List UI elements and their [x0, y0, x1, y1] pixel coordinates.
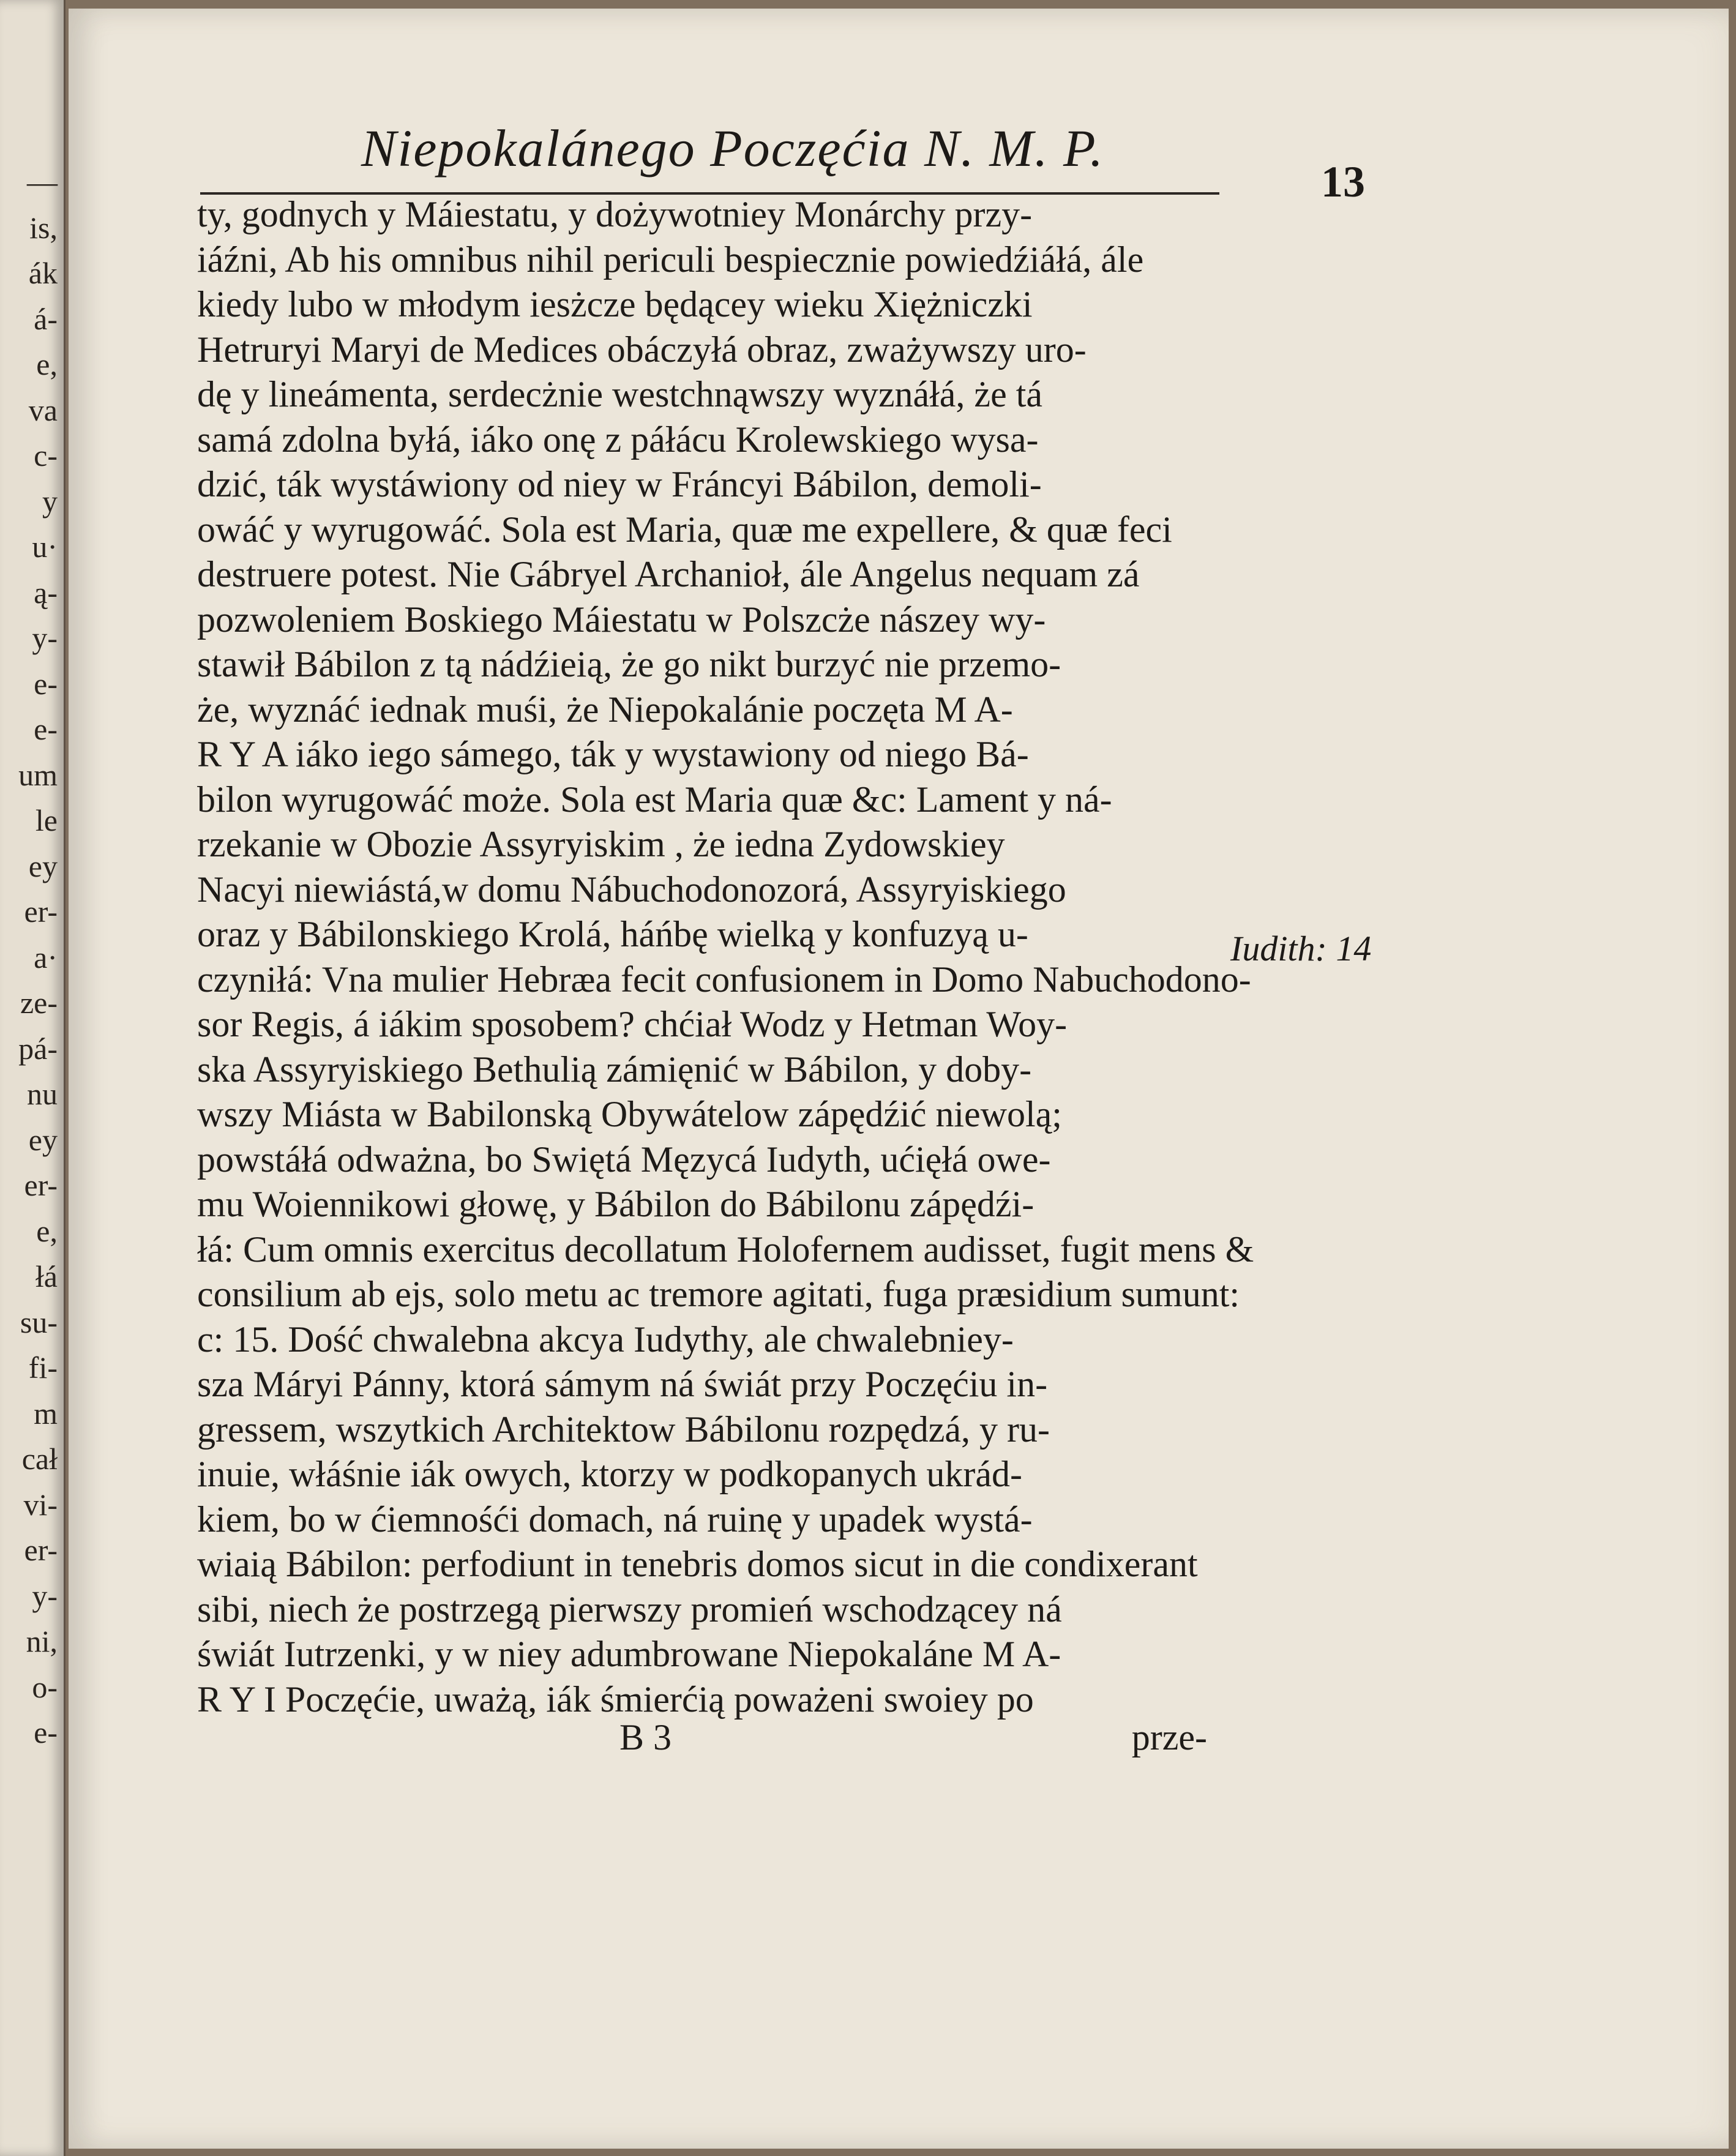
previous-page-line-end: is,: [29, 210, 58, 245]
text-line: łá: Cum omnis exercitus decollatum Holofernem audisset, fugit mens &: [197, 1229, 1254, 1270]
previous-page-line-end: le: [35, 803, 58, 837]
text-line: stawił Bábilon z tą nádźieią, że go nikt burzyć nie przemo-: [197, 644, 1061, 684]
previous-page-line-end: e-: [34, 666, 58, 701]
text-line: ty, godnych y Máiestatu, y dożywotniey Monárchy przy-: [197, 194, 1033, 234]
text-line: gressem, wszytkich Architektow Bábilonu rozpędzá, y ru-: [197, 1409, 1050, 1450]
previous-page-line-end: á-: [34, 301, 58, 336]
text-line: bilon wyrugowáć może. Sola est Maria quæ &c: Lament y ná-: [197, 779, 1112, 820]
previous-page-line-end: e,: [36, 1213, 58, 1248]
text-line: mu Woiennikowi głowę, y Bábilon do Bábilonu zápędźi-: [197, 1184, 1034, 1224]
previous-page-line-end: fi-: [28, 1350, 58, 1385]
text-line: oraz y Bábilonskiego Krolá, háńbę wielką y konfuzyą u-: [197, 914, 1028, 954]
previous-page-line-end: u·: [32, 530, 58, 564]
text-line: iáźni, Ab his omnibus nihil periculi bespiecznie powiedźiáłá, ále: [197, 239, 1144, 280]
text-line: wiaią Bábilon: perfodiunt in tenebris domos sicut in die condixerant: [197, 1544, 1198, 1584]
previous-page-line-end: y: [42, 484, 58, 518]
previous-page-line-end: ák: [28, 256, 58, 290]
previous-page-line-end: er-: [24, 1533, 58, 1567]
previous-page-line-end: o-: [32, 1669, 58, 1704]
previous-page-line-end: —: [27, 165, 58, 199]
text-line: dzić, ták wystáwiony od niey w Fráncyi Bábilon, demoli-: [197, 464, 1042, 504]
previous-page-line-end: m: [34, 1396, 58, 1431]
text-line: consilium ab ejs, solo metu ac tremore agitati, fuga præsidium sumunt:: [197, 1274, 1240, 1314]
previous-page-line-end: nu: [27, 1077, 58, 1111]
text-line: inuie, włáśnie iák owych, ktorzy w podkopanych ukrád-: [197, 1454, 1022, 1494]
text-line: destruere potest. Nie Gábryel Archanioł, ále Angelus nequam zá: [197, 554, 1140, 594]
previous-page-line-end: pá-: [18, 1031, 58, 1066]
text-line: ska Assyryiskiego Bethulią zámięnić w Bábilon, y doby-: [197, 1049, 1032, 1090]
previous-page-line-end: va: [28, 392, 58, 427]
catchword: prze-: [1131, 1717, 1207, 1757]
previous-page-line-end: ą-: [34, 575, 58, 610]
text-line: czyniłá: Vna mulier Hebræa fecit confusionem in Domo Nabuchodono-: [197, 959, 1251, 1000]
previous-page-line-end: ey: [28, 848, 58, 883]
previous-page-line-end: er-: [24, 894, 58, 929]
text-line: c: 15. Dość chwalebna akcya Iudythy, ale chwalebniey-: [197, 1319, 1014, 1360]
previous-page-line-end: y-: [32, 1578, 58, 1613]
previous-page-line-end: e,: [36, 347, 58, 381]
margin-note: Iudith: 14: [1230, 929, 1372, 968]
page-number: 13: [1321, 157, 1365, 206]
text-line: dę y lineámenta, serdecżnie westchnąwszy wyznáłá, że tá: [197, 374, 1042, 414]
text-line: R Y A iáko iego sámego, ták y wystawiony od niego Bá-: [197, 734, 1029, 774]
previous-page-line-end: łá: [35, 1259, 58, 1293]
text-line: kiedy lubo w młodym iesżcze będącey wieku Xiężniczki: [197, 284, 1033, 324]
text-line: samá zdolna byłá, iáko onę z páłácu Krolewskiego wysa-: [197, 419, 1039, 460]
previous-page-line-end: e-: [34, 712, 58, 746]
running-head: Niepokalánego Poczęćia N. M. P.: [361, 119, 1104, 178]
text-line: świát Iutrzenki, y w niey adumbrowane Niepokaláne M A-: [197, 1634, 1061, 1674]
signature-mark: B 3: [619, 1717, 672, 1757]
body-text: [197, 192, 1254, 1722]
previous-page-line-end: ze-: [20, 986, 58, 1020]
text-line: sibi, niech że postrzegą pierwszy promień wschodzącey ná: [197, 1589, 1062, 1630]
text-line: Nacyi niewiástá,w domu Nábuchodonozorá, Assyryiskiego: [197, 869, 1066, 910]
previous-page-line-end: su-: [20, 1304, 58, 1339]
previous-page-line-end: er-: [24, 1168, 58, 1202]
text-line: sza Máryi Pánny, ktorá sámym ná świát przy Poczęćiu in-: [197, 1364, 1048, 1404]
text-line: sor Regis, á iákim sposobem? chćiał Wodz y Hetman Woy-: [197, 1004, 1068, 1044]
text-line: powstáłá odważna, bo Swiętá Męzycá Iudyth, ućięłá owe-: [197, 1139, 1051, 1180]
text-line: pozwoleniem Boskiego Máiestatu w Polszcże nászey wy-: [197, 599, 1046, 640]
text-line: kiem, bo w ćiemnośći domach, ná ruinę y upadek wystá-: [197, 1499, 1033, 1540]
previous-page-line-end: a·: [34, 940, 58, 975]
text-line: Hetruryi Maryi de Medices obáczyłá obraz, zważywszy uro-: [197, 329, 1087, 370]
footer-line: [197, 1716, 1225, 1765]
previous-page-line-end: ni,: [26, 1624, 58, 1658]
text-line: wszy Miásta w Babilonską Obywátelow zápędźić niewolą;: [197, 1094, 1062, 1134]
book-page: [69, 9, 1729, 2149]
text-line: owáć y wyrugowáć. Sola est Maria, quæ me expellere, & quæ feci: [197, 509, 1172, 550]
text-line: rzekanie w Obozie Assyryiskim , że iedna Zydowskiey: [197, 824, 1005, 864]
previous-page-line-end: um: [18, 757, 58, 792]
previous-page-line-end: vi-: [23, 1487, 58, 1522]
previous-page-line-end: cał: [21, 1442, 58, 1476]
previous-page-line-end: e-: [34, 1715, 58, 1750]
previous-page-edge: [0, 0, 65, 2156]
previous-page-line-end: ey: [28, 1122, 58, 1157]
text-line: że, wyznáć iednak muśi, że Niepokalánie poczęta M A-: [197, 689, 1013, 730]
text-line: R Y I Poczęćie, uważą, iák śmierćią poważeni swoiey po: [197, 1679, 1034, 1720]
previous-page-line-end: c-: [34, 438, 58, 473]
previous-page-line-end: y-: [32, 621, 58, 655]
